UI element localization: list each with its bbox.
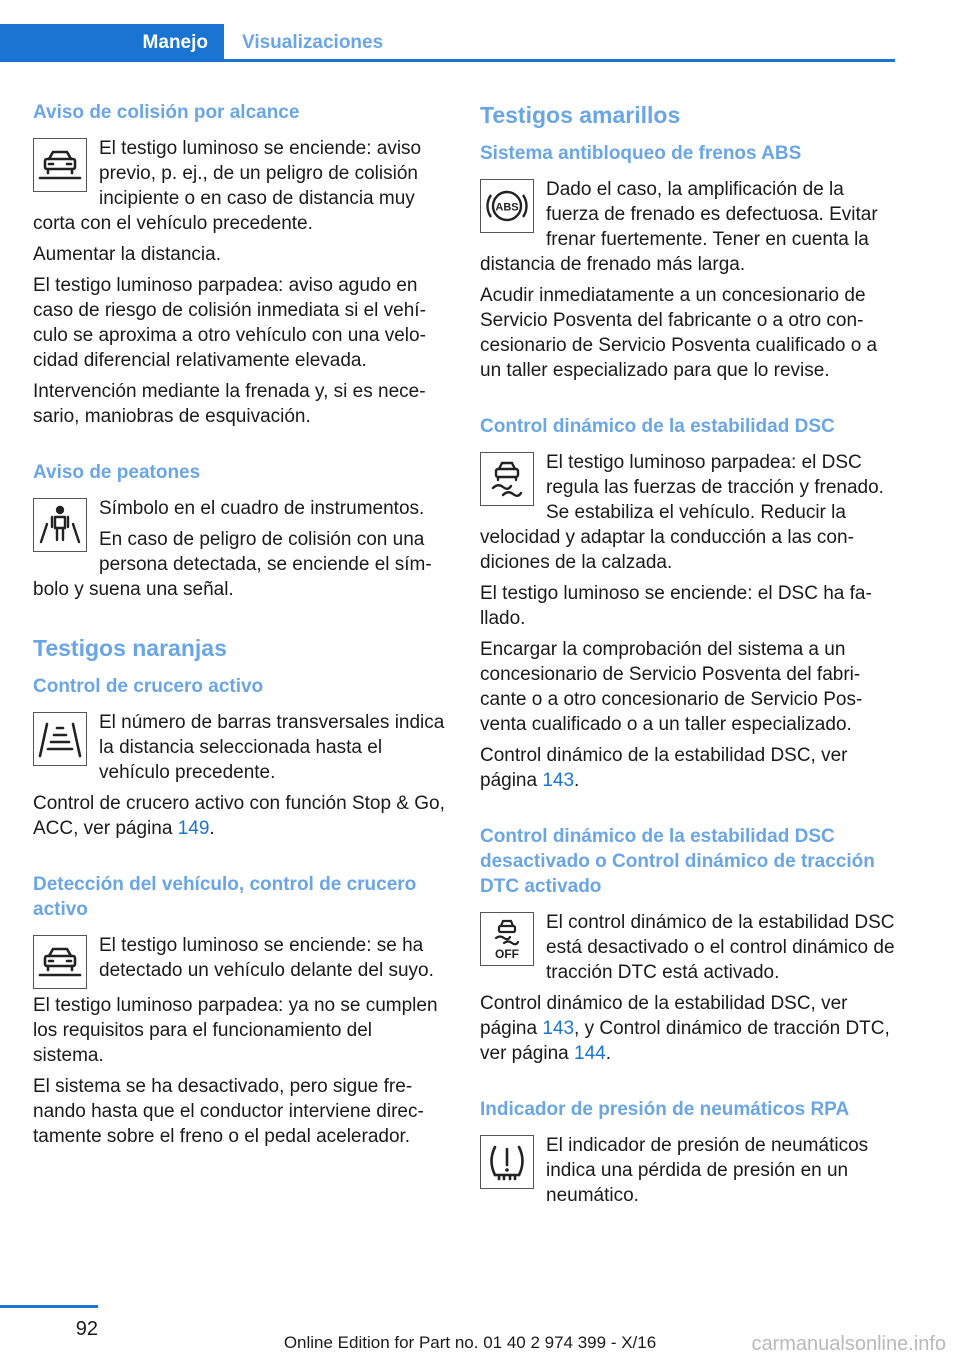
dsc-off-icon-label: OFF (495, 947, 519, 961)
indicator-dsc-off (480, 910, 895, 991)
text-span: Control dinámico de la estabilidad DSC, ver página (480, 993, 848, 1039)
indicator-aviso-colision (33, 136, 446, 242)
paragraph: Símbolo en el cuadro de instrumentos. (99, 498, 425, 519)
paragraph: En caso de peligro de colisión con una persona detectada, se enciende el símbolo y suena una señal. (33, 529, 432, 600)
abs-icon-label: ABS (495, 201, 519, 214)
heading-aviso-colision: Aviso de colisión por alcance (33, 102, 300, 123)
abs-icon (480, 179, 534, 233)
heading-testigos-naranjas: Testigos naranjas (33, 635, 227, 661)
heading-deteccion-vehiculo: Detección del vehículo, control de crucero activo (33, 874, 417, 920)
heading-abs: Sistema antibloqueo de frenos ABS (480, 143, 802, 164)
tire-pressure-icon (480, 1135, 534, 1189)
heading-testigos-amarillos: Testigos amarillos (480, 102, 681, 128)
paragraph: El testigo luminoso parpadea: aviso agudo en caso de riesgo de colisión inmediata si el vehículo se aproxima a otro vehículo con una velocidad diferencial relativamente elevada. (33, 275, 426, 371)
paragraph: Aumentar la distancia. (33, 244, 221, 265)
indicator-abs (480, 177, 895, 283)
watermark: carmanualsonline.info (751, 1333, 946, 1355)
paragraph: El testigo luminoso parpadea: el DSC regula las fuerzas de tracción y frenado. Se estabiliza el vehículo. Reducir la velocidad y adaptar la conducción a las condiciones de la calzada. (480, 452, 884, 573)
header-rule (224, 59, 895, 62)
heading-dsc-off: Control dinámico de la estabilidad DSC desactivado o Control dinámico de tracción DTC activado (480, 826, 875, 897)
paragraph: Dado el caso, la amplificación de la fuerza de frenado es defectuosa. Evitar frenar fuertemente. Tener en cuenta la distancia de frenado más larga. (480, 179, 878, 275)
paragraph: El control dinámico de la estabilidad DSC está desactivado o el control dinámico de tracción DTC está activado. (546, 912, 895, 983)
text-span: . (605, 1043, 611, 1064)
indicator-rpa (480, 1133, 895, 1214)
paragraph (33, 791, 446, 841)
left-column (33, 100, 446, 1155)
dsc-icon (480, 452, 534, 506)
paragraph: El testigo luminoso se enciende: aviso previo, p. ej., de un peligro de colisión incipiente o en caso de distancia muy corta con el vehículo precedente. (33, 138, 422, 234)
page-link-149[interactable]: 149 (177, 818, 210, 839)
text-span: Control dinámico de la estabilidad DSC, ver página (480, 745, 848, 791)
paragraph: Acudir inmediatamente a un concesionario de Servicio Posventa del fabricante o a otro concesionario de Servicio Posventa cualificado o a un taller especializado para que lo revise. (480, 285, 878, 381)
page-number: 92 (75, 1318, 98, 1340)
chapter-tab-bar (0, 24, 895, 62)
page-link-143[interactable]: 143 (542, 1018, 575, 1039)
indicator-control-crucero (33, 710, 446, 791)
edition-footer: Online Edition for Part no. 01 40 2 974 399 - X/16 (283, 1333, 657, 1352)
heading-dsc: Control dinámico de la estabilidad DSC (480, 416, 835, 437)
car-front-icon (33, 138, 87, 192)
page-link-144[interactable]: 144 (574, 1043, 606, 1064)
paragraph (480, 743, 895, 793)
paragraph: El sistema se ha desactivado, pero sigue frenando hasta que el conductor interviene directamente sobre el freno o el pedal acelerador. (33, 1076, 424, 1147)
car-front-icon (33, 935, 87, 989)
heading-rpa: Indicador de presión de neumáticos RPA (480, 1099, 850, 1120)
distance-bars-icon (33, 712, 87, 766)
footer-rule (0, 1305, 98, 1308)
paragraph: El indicador de presión de neumáticos indica una pérdida de presión en un neumático. (546, 1135, 869, 1206)
paragraph (480, 991, 895, 1066)
heading-control-crucero: Control de crucero activo (33, 676, 264, 697)
indicator-deteccion-vehiculo (33, 933, 446, 993)
paragraph: El testigo luminoso se enciende: se ha detectado un vehículo delante del suyo. (99, 935, 434, 981)
right-column (480, 100, 895, 1214)
paragraph: Encargar la comprobación del sistema a un concesionario de Servicio Posventa del fabricante o a otro concesionario de Servicio Posventa cualificado o a un taller especializado. (480, 639, 863, 735)
heading-aviso-peatones: Aviso de peatones (33, 462, 201, 483)
dsc-off-icon (480, 912, 534, 966)
pedestrian-icon (33, 498, 87, 552)
text-span: . (574, 770, 580, 791)
tab-visualizaciones[interactable]: Visualizaciones (242, 32, 384, 53)
indicator-aviso-peatones (33, 496, 446, 608)
paragraph: El testigo luminoso parpadea: ya no se cumplen los requisitos para el funcionamiento del sistema. (33, 995, 438, 1066)
paragraph: Intervención mediante la frenada y, si es necesario, maniobras de esquivación. (33, 381, 426, 427)
indicator-dsc (480, 450, 895, 581)
page-link-143[interactable]: 143 (542, 770, 575, 791)
paragraph: El testigo luminoso se enciende: el DSC ha fallado. (480, 583, 872, 629)
tab-manejo[interactable]: Manejo (0, 24, 224, 62)
text-span: , y Control dinámico de tracción DTC, ver página (480, 1018, 890, 1064)
text-span: . (209, 818, 215, 839)
paragraph: El número de barras transversales indica la distancia seleccionada hasta el vehículo precedente. (99, 712, 445, 783)
text-span: Control de crucero activo con función Stop & Go, ACC, ver página (33, 793, 445, 839)
